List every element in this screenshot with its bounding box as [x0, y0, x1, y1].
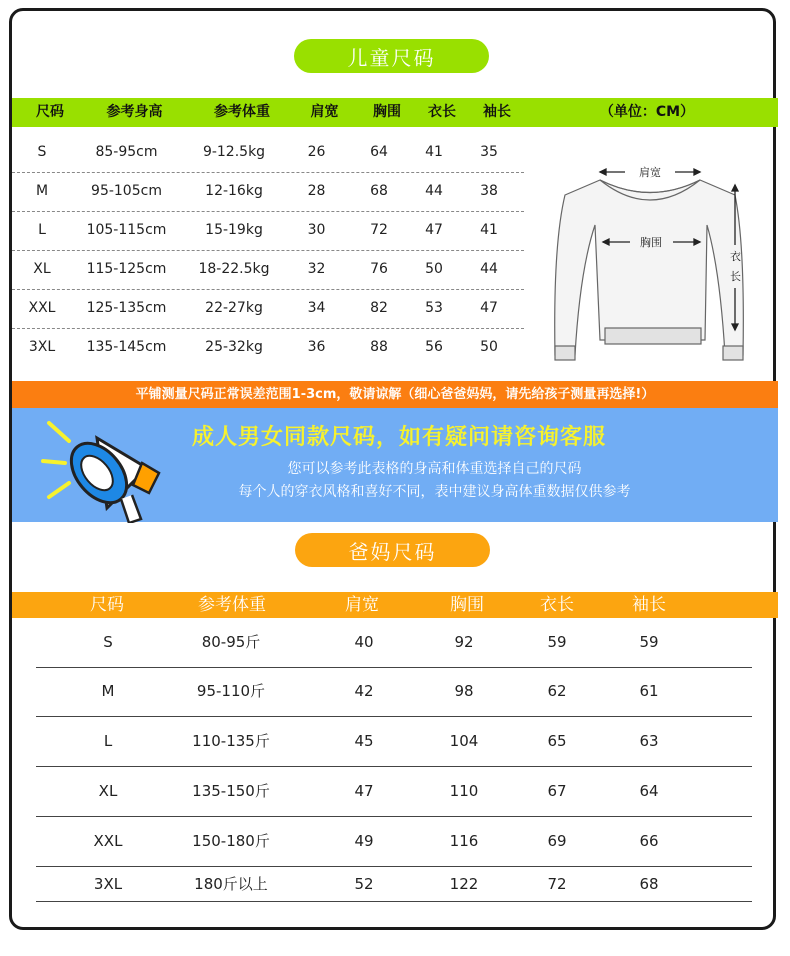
kids-table-row [12, 289, 524, 329]
kids-cell: 35 [480, 144, 498, 160]
adult-cell: 59 [639, 633, 659, 651]
kids-cell: 88 [370, 339, 388, 355]
adult-cell: XL [98, 782, 118, 800]
unit-label: （单位：CM） [599, 104, 695, 120]
diagram-length-label-1: 衣 [730, 250, 741, 263]
adult-cell: 110 [449, 782, 479, 800]
header-chest: 胸围 [373, 104, 401, 120]
header-sleeve: 袖长 [483, 104, 511, 120]
kids-cell: XXL [28, 300, 56, 316]
header-size: 尺码 [36, 104, 64, 120]
kids-cell: 115-125cm [86, 261, 167, 277]
adult-table-row [36, 717, 752, 767]
kids-cell: L [38, 222, 46, 238]
kids-cell: 135-145cm [86, 339, 167, 355]
adult-cell: 68 [639, 875, 659, 893]
kids-cell: 95-105cm [91, 183, 162, 199]
header-length: 衣长 [540, 595, 574, 615]
adult-cell: 122 [449, 875, 479, 893]
adult-cell: XXL [93, 832, 123, 850]
measurement-note: 平铺测量尺码正常误差范围1-3cm，敬请谅解（细心爸爸妈妈，请先给孩子测量再选择!） [12, 381, 778, 408]
adult-cell: 150-180斤 [192, 832, 270, 850]
adult-cell: 40 [354, 633, 374, 651]
adult-cell: 65 [547, 732, 567, 750]
adult-cell: 180斤以上 [194, 875, 268, 893]
diagram-length-label-2: 长 [730, 270, 741, 283]
kids-table-header [12, 98, 778, 127]
adult-cell: 66 [639, 832, 659, 850]
adult-cell: 63 [639, 732, 659, 750]
adult-cell: 59 [547, 633, 567, 651]
adult-cell: 52 [354, 875, 374, 893]
promo-line-2: 每个人的穿衣风格和喜好不同，表中建议身高体重数据仅供参考 [238, 484, 631, 500]
adult-table-row [36, 667, 752, 717]
adult-cell: 3XL [93, 875, 123, 893]
header-weight: 参考体重 [214, 104, 270, 120]
header-weight: 参考体重 [198, 595, 266, 615]
adult-cell: 92 [454, 633, 474, 651]
kids-cell: 56 [425, 339, 443, 355]
adult-table-row [36, 817, 752, 867]
adult-size-title: 爸妈尺码 [295, 533, 490, 567]
adult-cell: 110-135斤 [192, 732, 270, 750]
kids-table-row [12, 328, 524, 367]
adult-cell: L [103, 732, 113, 750]
adult-cell: 67 [547, 782, 567, 800]
adult-cell: 69 [547, 832, 567, 850]
promo-line-1: 您可以参考此表格的身高和体重选择自己的尺码 [287, 461, 582, 477]
kids-cell: 44 [425, 183, 443, 199]
kids-cell: 76 [370, 261, 388, 277]
kids-cell: 26 [307, 144, 326, 160]
kids-table-row [12, 133, 524, 173]
kids-cell: 68 [370, 183, 388, 199]
adult-table-header [12, 592, 778, 618]
kids-cell: 47 [425, 222, 443, 238]
kids-table-row [12, 250, 524, 290]
adult-cell: S [103, 633, 113, 651]
kids-cell: 9-12.5kg [202, 144, 266, 160]
adult-cell: 62 [547, 682, 567, 700]
kids-cell: 38 [480, 183, 498, 199]
kids-cell: 41 [425, 144, 443, 160]
header-shoulder: 肩宽 [310, 104, 339, 120]
kids-cell: 12-16kg [205, 183, 263, 199]
adult-cell: 47 [354, 782, 374, 800]
header-size: 尺码 [90, 595, 124, 615]
adult-cell: 104 [449, 732, 479, 750]
adult-cell: 45 [354, 732, 374, 750]
kids-cell: 50 [425, 261, 443, 277]
kids-cell: 72 [370, 222, 388, 238]
kids-cell: 85-95cm [95, 144, 158, 160]
adult-cell: 135-150斤 [192, 782, 270, 800]
adult-cell: 61 [639, 682, 659, 700]
kids-cell: 41 [480, 222, 498, 238]
adult-table-row [36, 867, 752, 902]
adult-table-row [36, 618, 752, 668]
kids-table-row [12, 211, 524, 251]
adult-table-row [36, 767, 752, 817]
adult-cell: 80-95斤 [201, 633, 261, 651]
kids-cell: 125-135cm [86, 300, 167, 316]
header-length: 衣长 [428, 104, 456, 120]
megaphone-icon [37, 413, 167, 523]
adult-cell: 98 [454, 682, 474, 700]
diagram-shoulder-label: 肩宽 [639, 166, 661, 179]
kids-cell: 30 [307, 222, 326, 238]
kids-cell: 32 [307, 261, 326, 277]
sweater-diagram [545, 150, 760, 375]
kids-cell: 25-32kg [205, 339, 263, 355]
promo-title: 成人男女同款尺码，如有疑问请咨询客服 [192, 425, 607, 450]
kids-cell: 44 [480, 261, 498, 277]
kids-cell: 34 [307, 300, 326, 316]
adult-cell: 42 [354, 682, 374, 700]
kids-cell: 22-27kg [205, 300, 263, 316]
kids-cell: 3XL [28, 339, 56, 355]
adult-cell: 116 [449, 832, 479, 850]
kids-cell: 82 [370, 300, 388, 316]
adult-cell: 72 [547, 875, 567, 893]
kids-cell: 53 [425, 300, 443, 316]
kids-cell: 15-19kg [205, 222, 263, 238]
kids-size-title: 儿童尺码 [294, 39, 489, 73]
adult-cell: 64 [639, 782, 659, 800]
header-sleeve: 袖长 [632, 595, 666, 615]
header-chest: 胸围 [450, 595, 484, 615]
kids-cell: M [35, 183, 49, 199]
kids-cell: 36 [307, 339, 326, 355]
kids-cell: 18-22.5kg [198, 261, 270, 277]
kids-cell: 50 [480, 339, 498, 355]
diagram-chest-label: 胸围 [640, 236, 662, 249]
kids-cell: 105-115cm [86, 222, 167, 238]
kids-table-row [12, 172, 524, 212]
header-height: 参考身高 [106, 104, 163, 120]
header-shoulder: 肩宽 [345, 595, 379, 615]
adult-cell: 49 [354, 832, 374, 850]
kids-cell: XL [33, 261, 51, 277]
adult-cell: M [101, 682, 115, 700]
kids-cell: 47 [480, 300, 498, 316]
kids-cell: 64 [370, 144, 388, 160]
kids-cell: S [37, 144, 47, 160]
kids-cell: 28 [307, 183, 326, 199]
adult-cell: 95-110斤 [196, 682, 266, 700]
promo-banner [12, 408, 778, 522]
